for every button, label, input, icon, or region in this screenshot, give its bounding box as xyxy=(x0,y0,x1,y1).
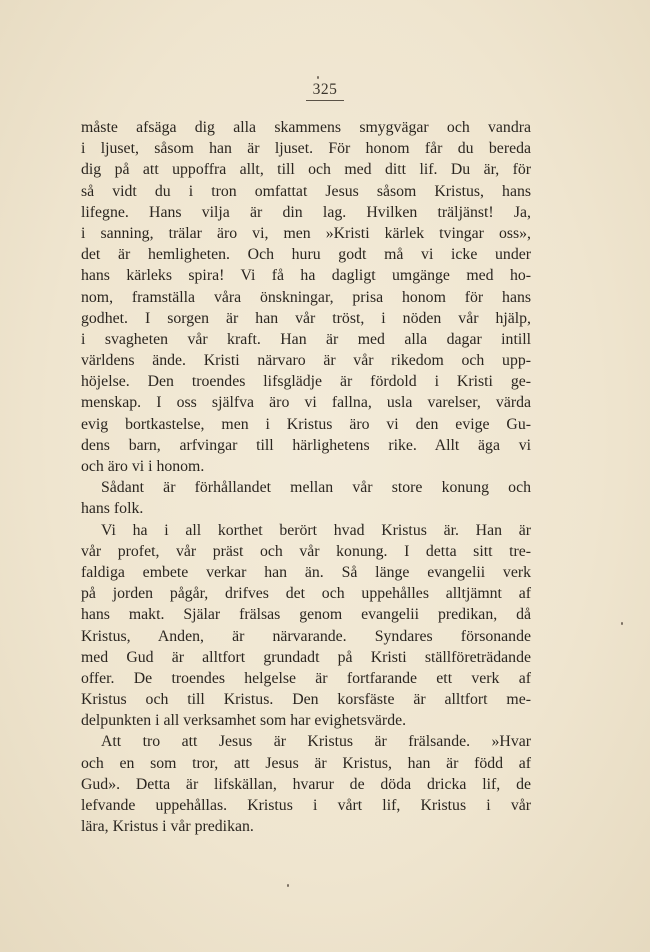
ink-speck xyxy=(287,884,289,887)
text-line: vår profet, vår präst och vår konung. I detta sitt tre- xyxy=(81,542,531,560)
text-line: i svagheten vår kraft. Han är med alla dagar intill xyxy=(81,330,531,348)
text-line: lära, Kristus i vår predikan. xyxy=(81,818,254,836)
text-line: det är hemligheten. Och huru godt må vi icke under xyxy=(81,246,531,264)
text-line: lefvande uppehållas. Kristus i vårt lif, Kristus i vår xyxy=(81,797,531,814)
text-line: evig bortkastelse, men i Kristus äro vi den evige Gu- xyxy=(81,415,531,433)
text-line: godhet. I sorgen är han vår tröst, i nöden vår hjälp, xyxy=(81,309,531,327)
page-number: 325 xyxy=(312,81,338,98)
text-line: Kristus, Anden, är närvarande. Syndares försonande xyxy=(81,627,531,645)
text-line: med Gud är alltfort grundadt på Kristi ställföreträdande xyxy=(81,648,531,666)
text-line: Sådant är förhållandet mellan vår store konung och xyxy=(101,479,531,497)
text-line: faldiga embete verkar han än. Så länge evangelii verk xyxy=(81,563,531,581)
text-line: på jorden pågår, drifves det och uppehålles alltjämnt af xyxy=(81,585,531,603)
text-line: och en som tror, att Jesus är Kristus, han är född af xyxy=(81,754,531,772)
text-line: i sanning, trälar äro vi, men »Kristi kärlek tvingar oss», xyxy=(81,224,531,242)
text-line: hans makt. Själar frälsas genom evangelii predikan, då xyxy=(81,606,531,624)
text-line: delpunkten i all verksamhet som har evighetsvärde. xyxy=(81,712,407,730)
page-number-rule xyxy=(306,100,344,101)
text-line: så vidt du i tron omfattat Jesus såsom Kristus, hans xyxy=(81,182,531,200)
text-line: menskap. I oss själfva äro vi fallna, usla varelser, värda xyxy=(81,394,531,412)
text-line: lifegne. Hans vilja är din lag. Hvilken träljänst! Ja, xyxy=(81,203,531,221)
text-line: offer. De troendes helgelse är fortfarande ett verk af xyxy=(81,669,531,687)
ink-speck xyxy=(317,76,319,79)
body-text xyxy=(81,117,531,837)
ink-speck xyxy=(621,622,623,625)
text-line: nom, framställa våra önskningar, prisa honom för hans xyxy=(81,288,531,306)
text-line: Att tro att Jesus är Kristus är frälsande. »Hvar xyxy=(101,733,531,751)
text-line: dig på att uppoffra allt, till och med ditt lif. Du är, för xyxy=(81,161,531,179)
text-line: världens ände. Kristi närvaro är vår rikedom och upp- xyxy=(81,352,531,370)
text-line: höjelse. Den troendes lifsglädje är fördold i Kristi ge- xyxy=(81,373,531,391)
text-line: Gud». Detta är lifskällan, hvarur de döda dricka lif, de xyxy=(81,775,531,793)
text-line: hans kärleks spira! Vi få ha dagligt umgänge med ho- xyxy=(81,267,531,285)
text-line: dens barn, arfvingar till härlighetens rike. Allt äga vi xyxy=(81,436,531,454)
text-line: och äro vi i honom. xyxy=(81,458,205,475)
text-line: Kristus och till Kristus. Den korsfäste är alltfort me- xyxy=(81,691,531,709)
text-line: hans folk. xyxy=(81,500,144,518)
text-line: Vi ha i all korthet berört hvad Kristus är. Han är xyxy=(101,521,531,539)
text-line: måste afsäga dig alla skammens smygvägar och vandra xyxy=(81,119,531,136)
text-line: i ljuset, såsom han är ljuset. För honom får du bereda xyxy=(81,140,531,158)
